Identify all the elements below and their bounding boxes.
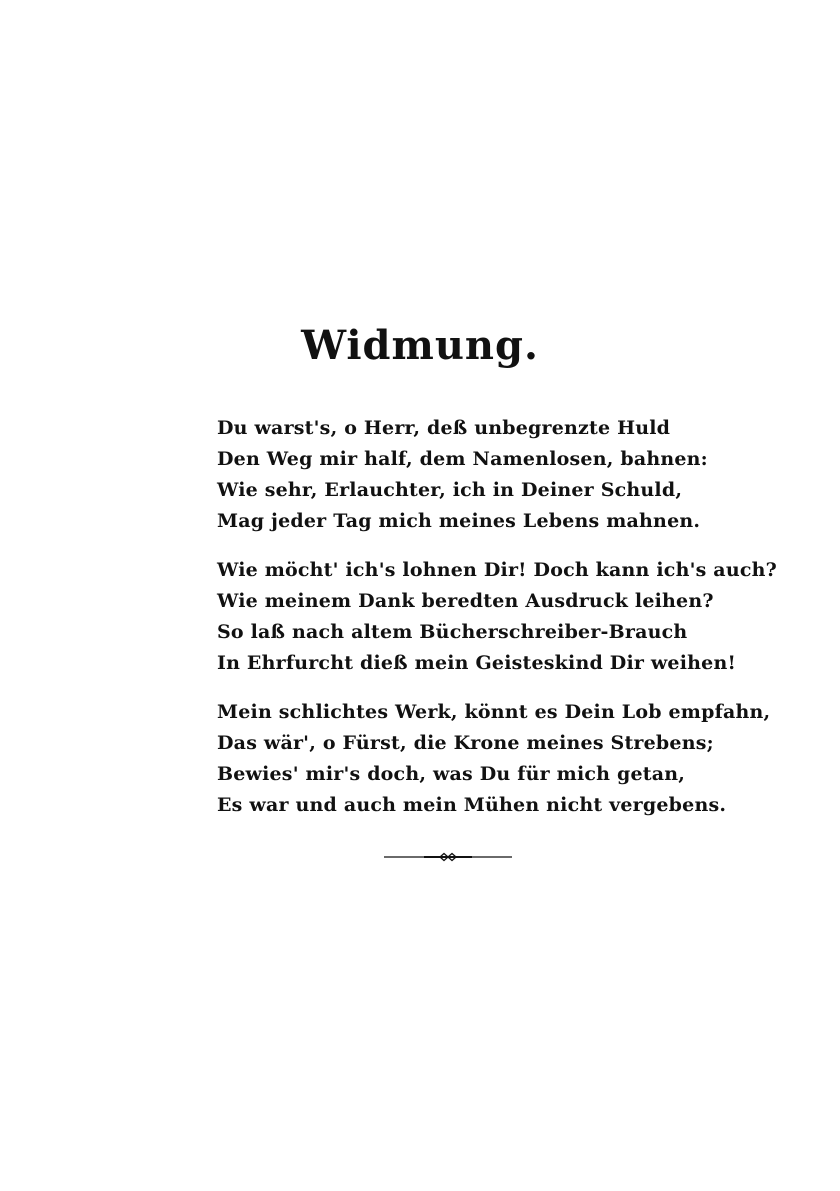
poem-line: Es war und auch mein Mühen nicht vergebens.	[217, 794, 727, 816]
stanza-3	[217, 697, 817, 821]
poem-line: Das wär', o Fürst, die Krone meines Strebens;	[217, 732, 714, 754]
poem-line: Mag jeder Tag mich meines Lebens mahnen.	[217, 510, 701, 532]
page-title: Widmung.	[301, 322, 539, 369]
poem-line: Bewies' mir's doch, was Du für mich getan,	[217, 763, 686, 785]
poem-line: Wie möcht' ich's lohnen Dir! Doch kann ich's auch?	[217, 559, 777, 581]
poem-line: Wie sehr, Erlauchter, ich in Deiner Schuld,	[217, 479, 683, 501]
poem-line: Wie meinem Dank beredten Ausdruck leihen?	[217, 590, 714, 612]
poem-line: Du warst's, o Herr, deß unbegrenzte Huld	[217, 417, 671, 439]
poem-line: Den Weg mir half, dem Namenlosen, bahnen:	[217, 448, 708, 470]
poem-line: Mein schlichtes Werk, könnt es Dein Lob empfahn,	[217, 701, 771, 723]
dedication-poem	[217, 413, 817, 839]
stanza-2	[217, 555, 817, 679]
poem-line: So laß nach altem Bücherschreiber-Brauch	[217, 621, 688, 643]
poem-line: In Ehrfurcht dieß mein Geisteskind Dir weihen!	[217, 652, 736, 674]
stanza-1	[217, 413, 817, 537]
rule-with-diamond-ornament-icon	[384, 849, 512, 865]
